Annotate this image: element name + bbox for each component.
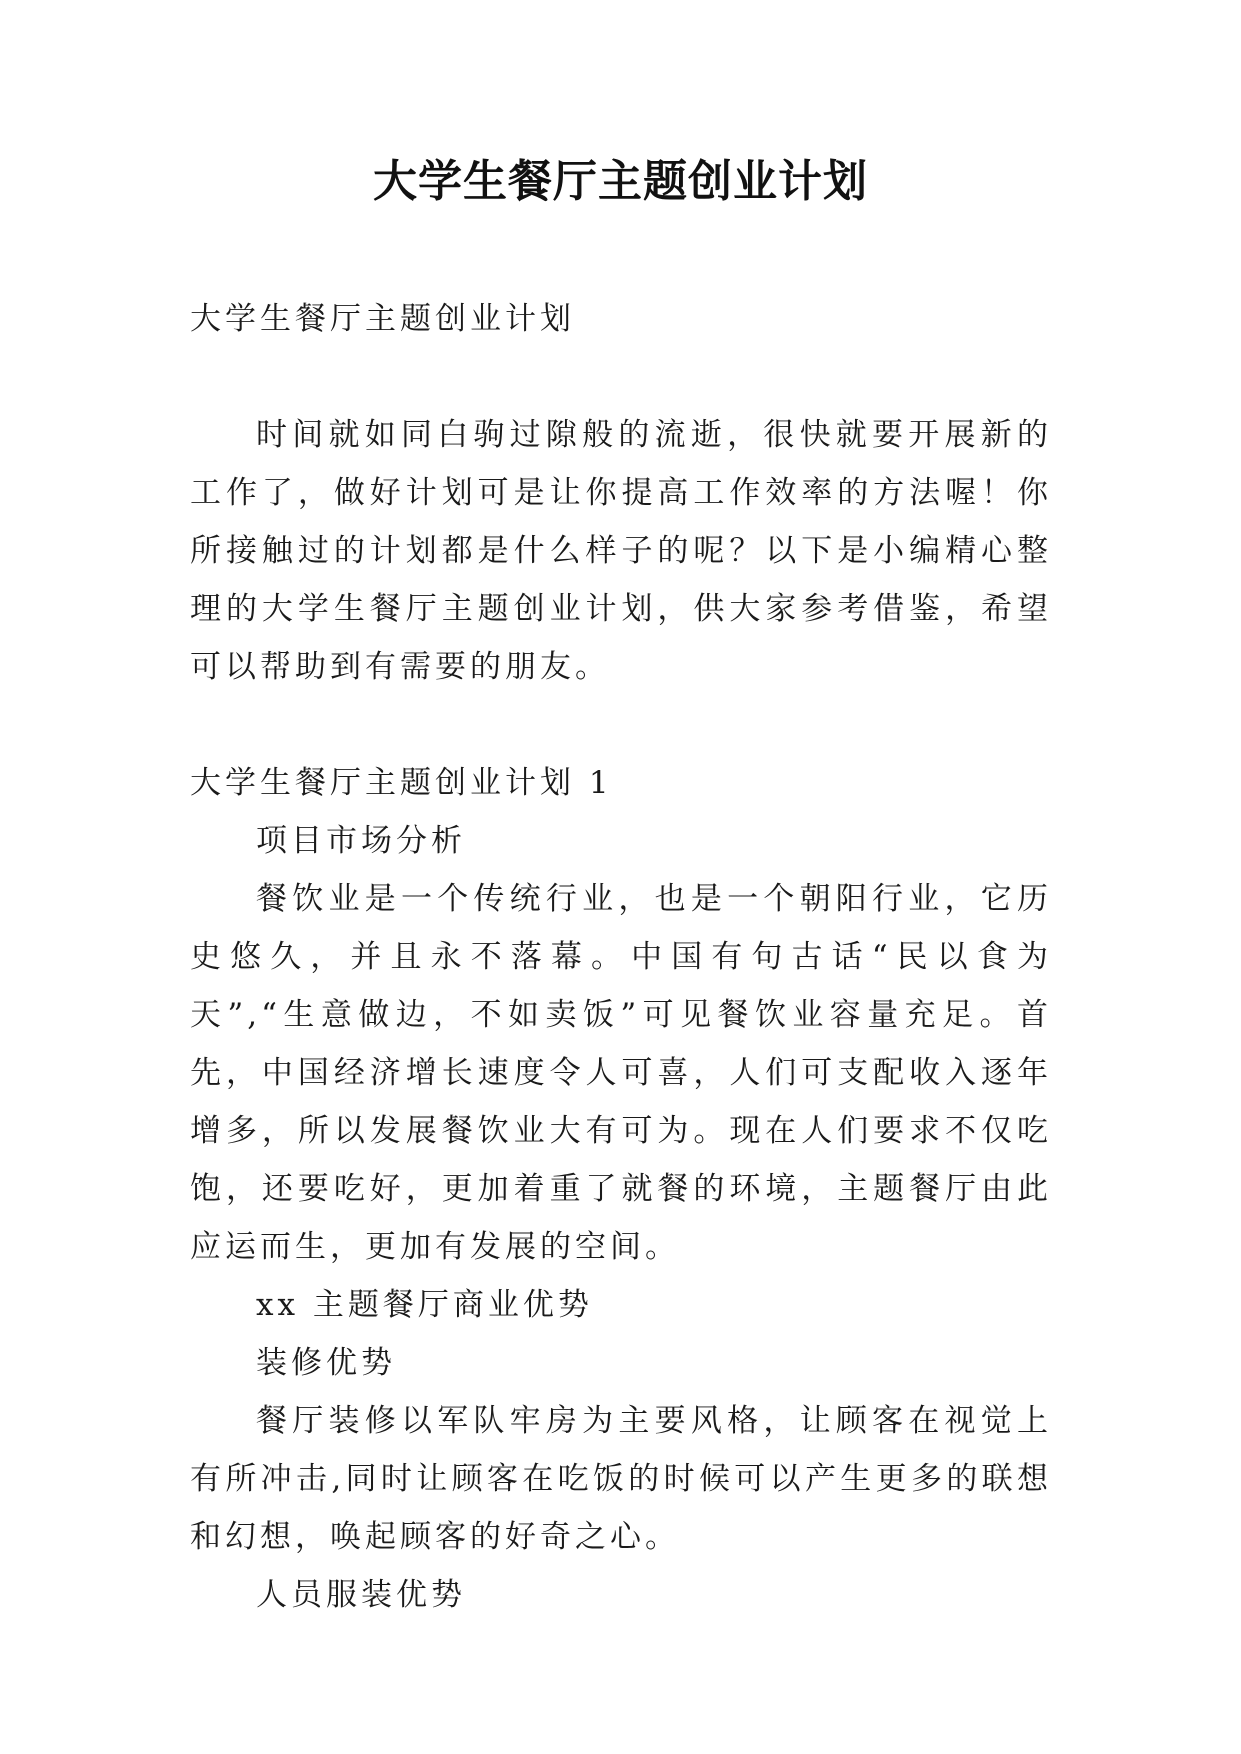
document-body (190, 290, 1052, 1624)
intro-paragraph: 时间就如同白驹过隙般的流逝，很快就要开展新的工作了，做好计划可是让你提高工作效率的方法喔！你所接触过的计划都是什么样子的呢？以下是小编精心整理的大学生餐厅主题创业计划，供大家参考借鉴，希望可以帮助到有需要的朋友。 (190, 417, 1052, 685)
document-subtitle: 大学生餐厅主题创业计划 (190, 301, 575, 337)
document-title: 大学生餐厅主题创业计划 (373, 156, 868, 207)
section-heading: 大学生餐厅主题创业计划 1 (190, 765, 613, 801)
advantage-heading: xx 主题餐厅商业优势 (256, 1287, 593, 1323)
decor-paragraph: 餐厅装修以军队牢房为主要风格，让顾客在视觉上有所冲击,同时让顾客在吃饭的时候可以产生更多的联想和幻想，唤起顾客的好奇之心。 (190, 1403, 1052, 1555)
uniform-heading: 人员服装优势 (256, 1577, 466, 1613)
market-heading: 项目市场分析 (256, 823, 466, 859)
market-paragraph: 餐饮业是一个传统行业，也是一个朝阳行业，它历史悠久，并且永不落幕。中国有句古话“民以食为天”,“生意做边，不如卖饭”可见餐饮业容量充足。首先，中国经济增长速度令人可喜，人们可支配收入逐年增多，所以发展餐饮业大有可为。现在人们要求不仅吃饱，还要吃好，更加着重了就餐的环境，主题餐厅由此应运而生，更加有发展的空间。 (190, 881, 1052, 1265)
decor-heading: 装修优势 (256, 1345, 396, 1381)
